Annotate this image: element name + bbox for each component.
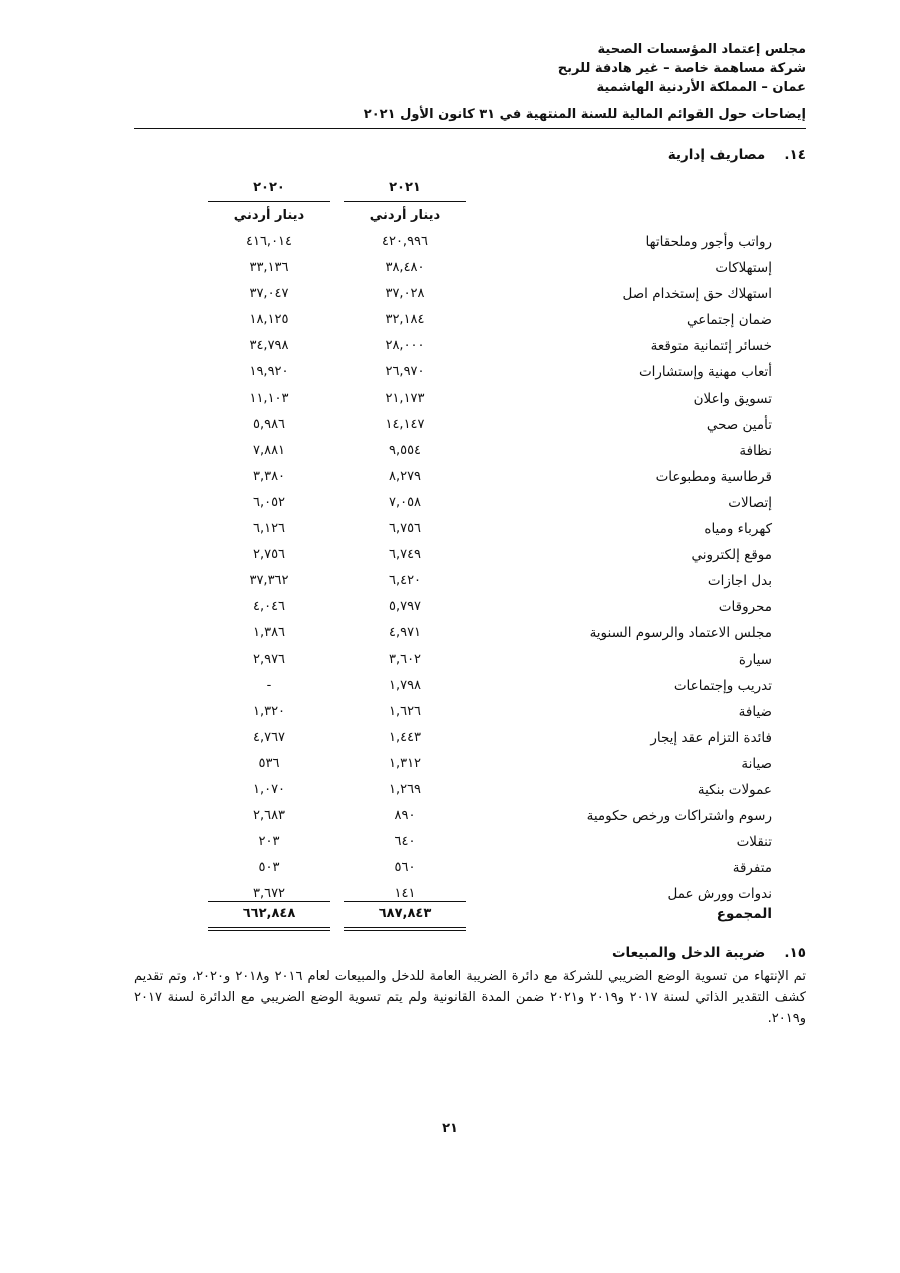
table-row — [0, 855, 900, 881]
table-row — [0, 594, 900, 620]
table-row — [0, 281, 900, 307]
expense-label: عمولات بنكية — [697, 781, 772, 798]
expense-value-2020: ٤,٠٤٦ — [252, 599, 286, 615]
year-2020-header: ٢٠٢٠ — [253, 180, 285, 195]
expense-value-2020: ٤,٧٦٧ — [252, 729, 286, 745]
expense-value-2020: ٢,٩٧٦ — [252, 651, 286, 667]
expenses-table — [0, 229, 900, 907]
notes-subtitle: إيضاحات حول القوائم المالية للسنة المنتهية في ٣١ كانون الأول ٢٠٢١ — [363, 107, 806, 122]
expense-value-2021: ٧,٠٥٨ — [388, 494, 422, 510]
expense-value-2020: ٥٠٣ — [258, 860, 280, 876]
expense-label: قرطاسية ومطبوعات — [655, 468, 772, 485]
expense-label: بدل اجازات — [707, 573, 772, 590]
expense-value-2021: ٤,٩٧١ — [388, 625, 422, 641]
expense-label: تنقلات — [736, 834, 772, 851]
table-row — [0, 386, 900, 412]
table-row — [0, 647, 900, 673]
expense-value-2020: ٧,٨٨١ — [252, 442, 286, 458]
expense-value-2020: ٣,٦٧٢ — [252, 886, 286, 902]
expense-value-2020: ١١,١٠٣ — [249, 390, 289, 406]
expense-value-2021: ١٤١ — [394, 886, 416, 902]
currency-2021-header: دينار أردني — [369, 208, 441, 223]
table-row — [0, 229, 900, 255]
expense-value-2020: ١٩,٩٢٠ — [249, 364, 289, 380]
expense-value-2020: ٣٧,٠٤٧ — [249, 286, 289, 302]
table-row — [0, 673, 900, 699]
table-row — [0, 464, 900, 490]
location: عمان – المملكة الأردنية الهاشمية — [596, 80, 806, 95]
expense-value-2021: ٩,٥٥٤ — [388, 442, 422, 458]
table-row — [0, 516, 900, 542]
expense-value-2020: ٦,١٢٦ — [252, 521, 286, 537]
currency-2020-header: دينار أردني — [233, 208, 305, 223]
expense-value-2021: ١,٤٤٣ — [388, 729, 422, 745]
expense-value-2020: ٥,٩٨٦ — [252, 416, 286, 432]
company-type: شركة مساهمة خاصة – غير هادفة للربح — [557, 61, 806, 76]
expense-value-2021: ٥,٧٩٧ — [388, 599, 422, 615]
table-row — [0, 542, 900, 568]
expense-value-2021: ١,٦٢٦ — [388, 703, 422, 719]
expense-label: استهلاك حق إستخدام اصل — [622, 286, 772, 303]
year-2021-underline — [344, 201, 466, 202]
table-row — [0, 490, 900, 516]
document-header — [558, 40, 806, 97]
expense-value-2020: ٥٣٦ — [258, 755, 280, 771]
expense-value-2021: ١٤,١٤٧ — [385, 416, 425, 432]
table-row — [0, 438, 900, 464]
tax-paragraph: تم الإنتهاء من تسوية الوضع الضريبي للشركة مع دائرة الضريبة العامة للدخل والمبيعات لعام ٢٠١٦ و٢٠١٨ و٢٠٢٠، وتم تقديم كشف التقدير الذاتي لسنة ٢٠١٧ و٢٠١٩ و٢٠٢١ ضمن المدة القانونية ولم يتم تسوية الوضع الضريبي مع الدائرة لسنة ٢٠١٧ و٢٠١٩. — [134, 969, 806, 1026]
expense-value-2021: ١,٣١٢ — [388, 755, 422, 771]
year-2021-header: ٢٠٢١ — [389, 180, 421, 195]
expense-value-2020: - — [266, 677, 272, 693]
expense-label: أتعاب مهنية وإستشارات — [638, 364, 772, 381]
expense-value-2021: ١,٧٩٨ — [388, 677, 422, 693]
section-14-number: ١٤. — [784, 147, 806, 163]
expense-value-2021: ٦٤٠ — [394, 834, 416, 850]
expense-label: ندوات وورش عمل — [667, 886, 772, 903]
total-2021: ٦٨٧,٨٤٣ — [378, 906, 432, 921]
expense-label: فائدة التزام عقد إيجار — [650, 729, 772, 746]
expense-value-2020: ٢,٧٥٦ — [252, 547, 286, 563]
expense-value-2020: ٦,٠٥٢ — [252, 494, 286, 510]
expense-label: محروقات — [718, 599, 772, 616]
expense-value-2021: ٦,٤٢٠ — [388, 573, 422, 589]
expense-label: موقع إلكتروني — [691, 547, 772, 564]
total-2021-double-rule — [344, 927, 466, 931]
expense-label: تأمين صحي — [706, 416, 772, 433]
expense-label: مجلس الاعتماد والرسوم السنوية — [589, 625, 772, 642]
expense-label: سيارة — [738, 651, 772, 668]
table-row — [0, 568, 900, 594]
expense-label: ضيافة — [738, 703, 772, 720]
expense-label: متفرقة — [732, 860, 772, 877]
table-row — [0, 412, 900, 438]
year-2020-underline — [208, 201, 330, 202]
total-label: المجموع — [716, 906, 772, 922]
total-row — [0, 902, 900, 926]
expense-label: كهرباء ومياه — [704, 521, 772, 538]
expense-value-2021: ٢١,١٧٣ — [385, 390, 425, 406]
section-14-heading — [668, 147, 806, 163]
expense-value-2020: ٤١٦,٠١٤ — [245, 234, 293, 249]
total-2020-double-rule — [208, 927, 330, 931]
table-row — [0, 255, 900, 281]
expense-label: تدريب وإجتماعات — [673, 677, 772, 694]
expense-value-2021: ٣,٦٠٢ — [388, 651, 422, 667]
expense-value-2021: ٣٧,٠٢٨ — [385, 286, 425, 302]
expense-label: إستهلاكات — [715, 260, 772, 277]
expense-value-2021: ٦,٧٥٦ — [388, 521, 422, 537]
expense-label: ضمان إجتماعي — [687, 312, 772, 329]
expense-value-2020: ٣٧,٣٦٢ — [249, 573, 289, 589]
expense-value-2020: ٣,٣٨٠ — [252, 468, 286, 484]
expense-label: إتصالات — [728, 494, 772, 511]
table-row — [0, 333, 900, 359]
expense-label: نظافة — [739, 442, 772, 459]
expense-value-2021: ٢٦,٩٧٠ — [385, 364, 425, 380]
table-row — [0, 803, 900, 829]
expense-label: خسائر إئتمانية متوقعة — [650, 338, 772, 355]
table-row — [0, 725, 900, 751]
expense-value-2021: ٢٨,٠٠٠ — [385, 338, 425, 354]
section-15-number: ١٥. — [784, 945, 806, 961]
table-row — [0, 751, 900, 777]
expense-value-2021: ٥٦٠ — [394, 860, 416, 876]
table-row — [0, 699, 900, 725]
expense-value-2020: ١,٣٨٦ — [252, 625, 286, 641]
expense-value-2020: ٢٠٣ — [258, 834, 280, 850]
section-15-title: ضريبة الدخل والمبيعات — [611, 945, 766, 961]
expense-value-2021: ٤٢٠,٩٩٦ — [381, 234, 429, 249]
expense-label: تسويق واعلان — [693, 390, 772, 407]
expense-value-2021: ٣٢,١٨٤ — [385, 312, 425, 328]
section-14-title: مصاريف إدارية — [667, 147, 766, 163]
page-number: ٢١ — [442, 1121, 458, 1136]
table-row — [0, 359, 900, 385]
expense-value-2020: ١,٣٢٠ — [252, 703, 286, 719]
expense-value-2020: ٣٣,١٣٦ — [249, 260, 289, 276]
expense-value-2020: ٢,٦٨٣ — [252, 808, 286, 824]
expense-value-2021: ٨٩٠ — [394, 808, 416, 824]
header-divider — [134, 128, 806, 129]
table-row — [0, 777, 900, 803]
expense-label: رسوم واشتراكات ورخص حكومية — [586, 808, 772, 825]
expense-label: صيانة — [741, 755, 772, 772]
section-15-heading — [612, 945, 806, 961]
total-2020: ٦٦٢,٨٤٨ — [242, 906, 296, 921]
expense-value-2020: ٣٤,٧٩٨ — [249, 338, 289, 354]
table-row — [0, 620, 900, 646]
expense-label: رواتب وأجور وملحقاتها — [645, 234, 772, 250]
expense-value-2021: ٣٨,٤٨٠ — [385, 260, 425, 276]
expense-value-2021: ٨,٢٧٩ — [388, 468, 422, 484]
expense-value-2021: ٦,٧٤٩ — [388, 547, 422, 563]
table-row — [0, 307, 900, 333]
org-name: مجلس إعتماد المؤسسات الصحية — [597, 42, 806, 57]
table-row — [0, 829, 900, 855]
expense-value-2020: ١٨,١٢٥ — [249, 312, 289, 328]
expense-value-2021: ١,٢٦٩ — [388, 781, 422, 797]
expense-value-2020: ١,٠٧٠ — [252, 781, 286, 797]
